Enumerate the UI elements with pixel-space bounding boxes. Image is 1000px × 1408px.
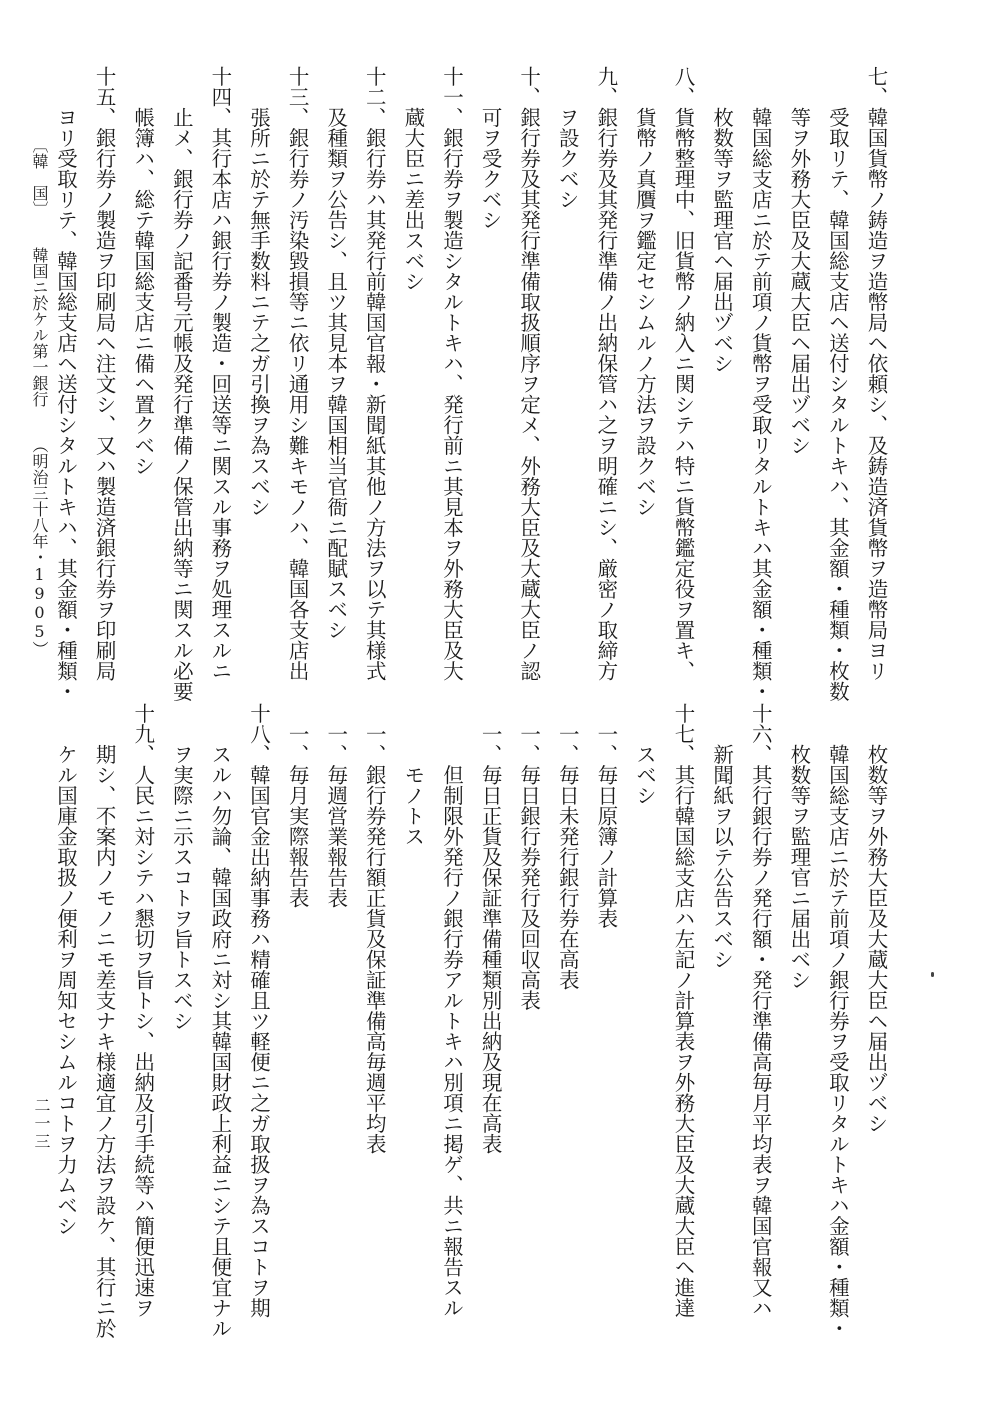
text-line: 貨幣ノ真贋ヲ鑑定セシムルノ方法ヲ設クベシ (632, 66, 657, 517)
text-line: 一、毎日原簿ノ計算表 (593, 703, 618, 929)
text-line: ヨリ受取リテ、韓国総支店ヘ送付シタルトキハ、其金額・種類・ (53, 66, 78, 702)
text-line: 枚数等ヲ監理官ニ届出ベシ (786, 703, 811, 990)
text-line: 帳簿ハ、総テ韓国総支店ニ備ヘ置クベシ (130, 66, 155, 476)
text-line: 十六、其行銀行券ノ発行額・発行準備高毎月平均表ヲ韓国官報又ハ (748, 703, 773, 1318)
text-line: 可ヲ受クベシ (478, 66, 503, 230)
page-number: 二一三 (32, 1097, 51, 1151)
text-line: 枚数等ヲ外務大臣及大蔵大臣ヘ届出ヅベシ (864, 703, 888, 1134)
text-line: 期シ、不案内ノモノニモ差支ナキ様適宜ノ方法ヲ設ケ、其行ニ於 (92, 703, 117, 1339)
text-line: 一、銀行券発行額正貨及保証準備高毎週平均表 (362, 703, 387, 1154)
text-line: 張所ニ於テ無手数料ニテ之ガ引換ヲ為スベシ (246, 66, 271, 517)
text-line: 十七、其行韓国総支店ハ左記ノ計算表ヲ外務大臣及大蔵大臣ヘ進達 (671, 703, 696, 1318)
text-line: 十四、其行本店ハ銀行券ノ製造・回送等ニ関スル事務ヲ処理スルニ (207, 66, 232, 681)
running-footer (28, 137, 50, 657)
text-line: 十五、銀行券ノ製造ヲ印刷局ヘ注文シ、又ハ製造済銀行券ヲ印刷局 (92, 66, 117, 681)
text-line: 等ヲ外務大臣及大蔵大臣ヘ届出ヅベシ (786, 66, 811, 456)
text-line: 止メ、銀行券ノ記番号元帳及発行準備ノ保管出納等ニ関スル必要 (169, 66, 194, 702)
text-line: 新聞紙ヲ以テ公告スベシ (709, 703, 734, 970)
text-line: 十二、銀行券ハ其発行前韓国官報・新聞紙其他ノ方法ヲ以テ其様式 (362, 66, 387, 681)
footer-chapter: 韓国ニ於ケル第一銀行 (30, 247, 49, 407)
text-line: 但制限外発行ノ銀行券アルトキハ別項ニ掲ゲ、共ニ報告スル (439, 703, 464, 1318)
text-line: 七、韓国貨幣ノ鋳造ヲ造幣局ヘ依頼シ、及鋳造済貨幣ヲ造幣局ヨリ (864, 66, 888, 681)
text-line: 一、毎月実際報告表 (285, 703, 310, 908)
text-line: 九、銀行券及其発行準備ノ出納保管ハ之ヲ明確ニシ、厳密ノ取締方 (593, 66, 618, 681)
upper-text-block (46, 66, 895, 702)
text-line: ケル国庫金取扱ノ便利ヲ周知セシムルコトヲ力ムベシ (53, 703, 78, 1236)
text-line: 一、毎週営業報告表 (323, 703, 348, 908)
text-line: ヲ設クベシ (555, 66, 580, 210)
text-line: 十三、銀行券ノ汚染毀損等ニ依リ通用シ難キモノハ、韓国各支店出 (285, 66, 310, 681)
text-line: 受取リテ、韓国総支店ヘ送付シタルトキハ、其金額・種類・枚数 (825, 66, 850, 702)
text-line: 枚数等ヲ監理官ヘ届出ヅベシ (709, 66, 734, 374)
lower-text-block (46, 703, 895, 1339)
text-line: 韓国総支店ニ於テ前項ノ銀行券ヲ受取リタルトキハ金額・種類・ (825, 703, 850, 1339)
scan-speck (931, 972, 934, 977)
text-line: 一、毎日未発行銀行券在高表 (555, 703, 580, 990)
text-line: ヲ実際ニ示スコトヲ旨トスベシ (169, 703, 194, 1031)
text-line: 十八、韓国官金出納事務ハ精確且ツ軽便ニ之ガ取扱ヲ為スコトヲ期 (246, 703, 271, 1318)
footer-era: （明治三十八年・1905） (30, 437, 49, 657)
text-line: 十九、人民ニ対シテハ懇切ヲ旨トシ、出納及引手続等ハ簡便迅速ヲ (130, 703, 155, 1318)
text-line: 一、毎日銀行券発行及回収高表 (516, 703, 541, 1011)
text-line: 十一、銀行券ヲ製造シタルトキハ、発行前ニ其見本ヲ外務大臣及大 (439, 66, 464, 681)
text-line: 蔵大臣ニ差出スベシ (400, 66, 425, 292)
footer-section: 〔韓 国〕 (30, 137, 49, 217)
text-line: 八、貨幣整理中、旧貨幣ノ納入ニ関シテハ特ニ貨幣鑑定役ヲ置キ、 (671, 66, 696, 681)
text-line: 及種類ヲ公告シ、且ツ其見本ヲ韓国相当官衙ニ配賦スベシ (323, 66, 348, 640)
text-line: 十、銀行券及其発行準備取扱順序ヲ定メ、外務大臣及大蔵大臣ノ認 (516, 66, 541, 681)
text-line: スルハ勿論、韓国政府ニ対シ其韓国財政上利益ニシテ且便宜ナル (207, 703, 232, 1339)
text-line: モノトス (400, 703, 425, 847)
text-line: スベシ (632, 703, 657, 806)
text-line: 韓国総支店ニ於テ前項ノ貨幣ヲ受取リタルトキハ其金額・種類・ (748, 66, 773, 702)
text-line: 一、毎日正貨及保証準備種類別出納及現在高表 (478, 703, 503, 1154)
